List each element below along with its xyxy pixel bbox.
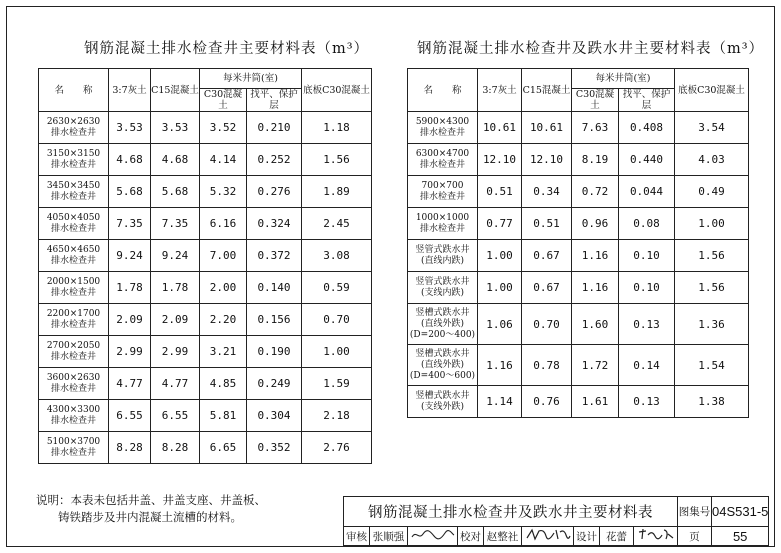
row-name xyxy=(408,208,478,240)
row-name-line: 排水检查井 xyxy=(50,319,96,330)
row-name xyxy=(39,240,109,272)
cell-value: 4.77 xyxy=(109,368,151,400)
cell-value: 0.77 xyxy=(478,208,522,240)
cell-value: 2.09 xyxy=(151,304,200,336)
row-name-line: (D=400～600) xyxy=(409,370,476,381)
check-label: 校对 xyxy=(458,527,484,546)
table-row xyxy=(408,144,749,176)
cell-value: 2.00 xyxy=(200,272,247,304)
row-name-line: 6300×4700 xyxy=(415,148,470,159)
header-lime-soil: 3:7灰土 xyxy=(109,69,151,112)
table-row xyxy=(408,208,749,240)
cell-value: 1.56 xyxy=(302,144,372,176)
cell-value: 0.140 xyxy=(247,272,302,304)
cell-value: 0.156 xyxy=(247,304,302,336)
check-name: 赵整社 xyxy=(484,527,522,546)
table-row xyxy=(408,345,749,386)
cell-value: 0.352 xyxy=(247,432,302,464)
table-row xyxy=(39,400,372,432)
row-name xyxy=(408,144,478,176)
cell-value: 1.00 xyxy=(478,240,522,272)
cell-value: 1.00 xyxy=(478,272,522,304)
cell-value: 8.19 xyxy=(572,144,619,176)
header-c15: C15混凝土 xyxy=(151,69,200,112)
cell-value: 0.51 xyxy=(478,176,522,208)
cell-value: 8.28 xyxy=(109,432,151,464)
table-row xyxy=(408,272,749,304)
header-c30: C30混凝土 xyxy=(200,89,247,112)
cell-value: 0.252 xyxy=(247,144,302,176)
row-name-line: 排水检查井 xyxy=(50,383,96,394)
header-per-meter: 每米井筒(室) xyxy=(572,69,675,89)
atlas-number-label: 图集号 xyxy=(678,497,712,527)
cell-value: 1.06 xyxy=(478,304,522,345)
page-label: 页 xyxy=(678,527,712,546)
cell-value: 2.99 xyxy=(109,336,151,368)
cell-value: 9.24 xyxy=(109,240,151,272)
row-name xyxy=(39,208,109,240)
cell-value: 3.53 xyxy=(151,112,200,144)
row-name-line: 排水检查井 xyxy=(50,191,96,202)
row-name-line: 4650×4650 xyxy=(46,244,101,255)
row-name-line: 1000×1000 xyxy=(415,212,470,223)
cell-value: 0.08 xyxy=(619,208,675,240)
cell-value: 7.00 xyxy=(200,240,247,272)
row-name xyxy=(408,386,478,418)
cell-value: 0.34 xyxy=(522,176,572,208)
row-name-line: (直线内跌) xyxy=(420,255,465,266)
cell-value: 0.372 xyxy=(247,240,302,272)
row-name-line: 竖管式跌水井 xyxy=(415,276,470,287)
cell-value: 4.85 xyxy=(200,368,247,400)
cell-value: 4.68 xyxy=(109,144,151,176)
cell-value: 6.55 xyxy=(151,400,200,432)
row-name-line: 2000×1500 xyxy=(46,276,101,287)
cell-value: 4.77 xyxy=(151,368,200,400)
cell-value: 5.32 xyxy=(200,176,247,208)
cell-value: 1.89 xyxy=(302,176,372,208)
cell-value: 12.10 xyxy=(522,144,572,176)
table-row xyxy=(39,208,372,240)
row-name-line: 3450×3450 xyxy=(46,180,101,191)
cell-value: 0.324 xyxy=(247,208,302,240)
row-name xyxy=(408,112,478,144)
row-name xyxy=(39,368,109,400)
cell-value: 1.14 xyxy=(478,386,522,418)
drawing-title: 钢筋混凝土排水检查井及跌水井主要材料表 xyxy=(344,497,678,527)
cell-value: 2.18 xyxy=(302,400,372,432)
cell-value: 6.55 xyxy=(109,400,151,432)
cell-value: 0.70 xyxy=(302,304,372,336)
row-name-line: 竖槽式跌水井 xyxy=(415,307,470,318)
row-name xyxy=(39,144,109,176)
row-name-line: (支线外跌) xyxy=(420,401,465,412)
cell-value: 5.68 xyxy=(151,176,200,208)
check-signature xyxy=(522,527,574,546)
header-plaster: 找平、保护层 xyxy=(619,89,675,112)
row-name-line: (D=200～400) xyxy=(409,329,476,340)
row-name-line: 700×700 xyxy=(421,180,464,191)
cell-value: 0.49 xyxy=(675,176,749,208)
cell-value: 1.60 xyxy=(572,304,619,345)
cell-value: 1.61 xyxy=(572,386,619,418)
row-name-line: 排水检查井 xyxy=(50,351,96,362)
row-name-line: 5100×3700 xyxy=(46,436,101,447)
row-name-line: 排水检查井 xyxy=(50,447,96,458)
cell-value: 1.16 xyxy=(572,240,619,272)
cell-value: 0.70 xyxy=(522,304,572,345)
note-line-1: 说明：本表未包括井盖、井盖支座、井盖板、 xyxy=(36,493,266,507)
cell-value: 1.78 xyxy=(109,272,151,304)
row-name-line: (直线外跌) xyxy=(420,359,465,370)
header-lime-soil: 3:7灰土 xyxy=(478,69,522,112)
cell-value: 12.10 xyxy=(478,144,522,176)
row-name-line: 竖槽式跌水井 xyxy=(415,390,470,401)
cell-value: 9.24 xyxy=(151,240,200,272)
cell-value: 1.56 xyxy=(675,272,749,304)
table-row xyxy=(39,272,372,304)
header-c15: C15混凝土 xyxy=(522,69,572,112)
row-name-line: 竖管式跌水井 xyxy=(415,244,470,255)
cell-value: 0.10 xyxy=(619,240,675,272)
table-row xyxy=(408,112,749,144)
atlas-number: 04S531-5 xyxy=(712,497,769,527)
note xyxy=(36,492,266,526)
cell-value: 1.16 xyxy=(572,272,619,304)
row-name-line: 排水检查井 xyxy=(419,191,465,202)
row-name-line: (支线内跌) xyxy=(420,287,465,298)
design-signature xyxy=(634,527,678,546)
left-material-table xyxy=(38,68,372,464)
right-material-table xyxy=(407,68,749,418)
cell-value: 5.68 xyxy=(109,176,151,208)
cell-value: 1.72 xyxy=(572,345,619,386)
row-name-line: 3150×3150 xyxy=(46,148,101,159)
header-bottom-c30: 底板C30混凝土 xyxy=(675,69,749,112)
review-name: 张顺强 xyxy=(370,527,408,546)
row-name xyxy=(408,304,478,345)
header-name: 名 称 xyxy=(408,69,478,112)
cell-value: 0.59 xyxy=(302,272,372,304)
row-name xyxy=(408,345,478,386)
cell-value: 3.08 xyxy=(302,240,372,272)
table-row xyxy=(39,432,372,464)
table-row xyxy=(39,144,372,176)
cell-value: 6.65 xyxy=(200,432,247,464)
title-block xyxy=(343,496,769,546)
cell-value: 0.408 xyxy=(619,112,675,144)
cell-value: 2.99 xyxy=(151,336,200,368)
cell-value: 4.14 xyxy=(200,144,247,176)
cell-value: 3.54 xyxy=(675,112,749,144)
cell-value: 7.63 xyxy=(572,112,619,144)
table-row xyxy=(39,336,372,368)
table-row xyxy=(39,176,372,208)
row-name-line: 2700×2050 xyxy=(46,340,101,351)
row-name xyxy=(39,272,109,304)
row-name-line: 排水检查井 xyxy=(419,223,465,234)
header-plaster: 找平、保护层 xyxy=(247,89,302,112)
cell-value: 2.45 xyxy=(302,208,372,240)
row-name-line: 竖槽式跌水井 xyxy=(415,348,470,359)
cell-value: 0.210 xyxy=(247,112,302,144)
row-name xyxy=(39,304,109,336)
header-per-meter: 每米井筒(室) xyxy=(200,69,302,89)
row-name-line: 排水检查井 xyxy=(50,159,96,170)
header-c30: C30混凝土 xyxy=(572,89,619,112)
cell-value: 8.28 xyxy=(151,432,200,464)
cell-value: 1.56 xyxy=(675,240,749,272)
row-name xyxy=(408,272,478,304)
cell-value: 0.14 xyxy=(619,345,675,386)
cell-value: 0.440 xyxy=(619,144,675,176)
table-row xyxy=(39,368,372,400)
cell-value: 0.190 xyxy=(247,336,302,368)
row-name-line: 排水检查井 xyxy=(419,127,465,138)
row-name-line: 排水检查井 xyxy=(50,415,96,426)
cell-value: 1.00 xyxy=(675,208,749,240)
cell-value: 1.00 xyxy=(302,336,372,368)
cell-value: 0.78 xyxy=(522,345,572,386)
cell-value: 2.20 xyxy=(200,304,247,336)
cell-value: 0.304 xyxy=(247,400,302,432)
row-name-line: 排水检查井 xyxy=(50,287,96,298)
row-name-line: 排水检查井 xyxy=(50,255,96,266)
cell-value: 1.59 xyxy=(302,368,372,400)
row-name-line: 排水检查井 xyxy=(50,127,96,138)
row-name-line: 2630×2630 xyxy=(46,116,101,127)
cell-value: 0.276 xyxy=(247,176,302,208)
cell-value: 1.18 xyxy=(302,112,372,144)
right-table-title: 钢筋混凝土排水检查井及跌水井主要材料表（m³） xyxy=(417,41,765,57)
note-line-2: 铸铁踏步及井内混凝土流槽的材料。 xyxy=(58,510,242,524)
cell-value: 0.67 xyxy=(522,240,572,272)
cell-value: 4.68 xyxy=(151,144,200,176)
row-name xyxy=(408,240,478,272)
cell-value: 2.09 xyxy=(109,304,151,336)
row-name xyxy=(39,400,109,432)
cell-value: 6.16 xyxy=(200,208,247,240)
row-name-line: 排水检查井 xyxy=(50,223,96,234)
cell-value: 1.54 xyxy=(675,345,749,386)
design-label: 设计 xyxy=(574,527,600,546)
row-name-line: 4050×4050 xyxy=(46,212,101,223)
cell-value: 1.36 xyxy=(675,304,749,345)
table-row xyxy=(408,176,749,208)
cell-value: 0.249 xyxy=(247,368,302,400)
cell-value: 0.51 xyxy=(522,208,572,240)
cell-value: 0.72 xyxy=(572,176,619,208)
cell-value: 7.35 xyxy=(109,208,151,240)
cell-value: 0.76 xyxy=(522,386,572,418)
cell-value: 0.13 xyxy=(619,304,675,345)
cell-value: 0.044 xyxy=(619,176,675,208)
page-number: 55 xyxy=(712,527,769,546)
row-name-line: 4300×3300 xyxy=(46,404,101,415)
row-name-line: (直线外跌) xyxy=(420,318,465,329)
row-name-line: 排水检查井 xyxy=(419,159,465,170)
table-row xyxy=(408,304,749,345)
table-row xyxy=(39,112,372,144)
cell-value: 0.96 xyxy=(572,208,619,240)
cell-value: 0.67 xyxy=(522,272,572,304)
row-name xyxy=(39,176,109,208)
row-name xyxy=(39,432,109,464)
left-table-title: 钢筋混凝土排水检查井主要材料表（m³） xyxy=(84,41,370,57)
review-label: 审核 xyxy=(344,527,370,546)
cell-value: 1.38 xyxy=(675,386,749,418)
cell-value: 0.10 xyxy=(619,272,675,304)
cell-value: 0.13 xyxy=(619,386,675,418)
cell-value: 7.35 xyxy=(151,208,200,240)
header-bottom-c30: 底板C30混凝土 xyxy=(302,69,372,112)
design-name: 花蕾 xyxy=(600,527,634,546)
row-name-line: 3600×2630 xyxy=(46,372,101,383)
table-row xyxy=(408,386,749,418)
row-name xyxy=(39,336,109,368)
cell-value: 2.76 xyxy=(302,432,372,464)
row-name xyxy=(408,176,478,208)
table-row xyxy=(408,240,749,272)
cell-value: 1.78 xyxy=(151,272,200,304)
cell-value: 5.81 xyxy=(200,400,247,432)
cell-value: 1.16 xyxy=(478,345,522,386)
row-name-line: 2200×1700 xyxy=(46,308,101,319)
cell-value: 3.53 xyxy=(109,112,151,144)
cell-value: 4.03 xyxy=(675,144,749,176)
cell-value: 10.61 xyxy=(522,112,572,144)
cell-value: 3.21 xyxy=(200,336,247,368)
row-name xyxy=(39,112,109,144)
row-name-line: 5900×4300 xyxy=(415,116,470,127)
table-row xyxy=(39,240,372,272)
header-name: 名 称 xyxy=(39,69,109,112)
table-row xyxy=(39,304,372,336)
review-signature xyxy=(408,527,458,546)
cell-value: 3.52 xyxy=(200,112,247,144)
cell-value: 10.61 xyxy=(478,112,522,144)
